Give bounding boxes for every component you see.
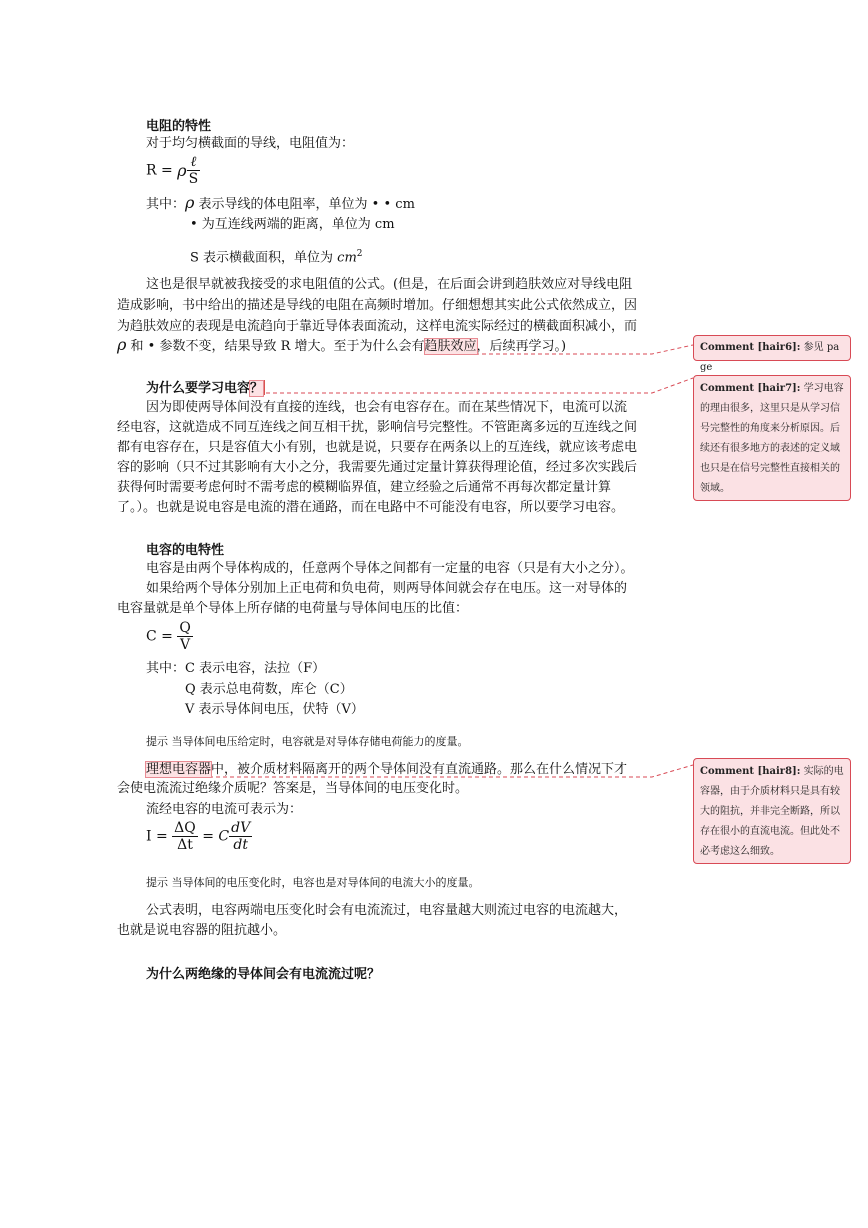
rho-symbol-inline: ρ <box>117 335 127 354</box>
cap-formula-numerator: Q <box>179 620 191 636</box>
highlight-skin-effect[interactable]: 趋肤效应 <box>424 339 477 354</box>
where-label: 其中： <box>146 197 186 212</box>
resistance-para-line-2: 造成影响，书中给出的描述是导线的电阻在高频时增加。仔细想想其实此公式依然成立，因 <box>117 298 638 313</box>
comment-author: Comment [hair6]: <box>700 342 801 353</box>
comment-hair6[interactable] <box>693 335 851 373</box>
heading-why-current-flows: 为什么两绝缘的导体间会有电流流过呢？ <box>146 967 381 982</box>
comment-anchor-mark <box>264 380 265 395</box>
heading-why-capacitance-text: 为什么要学习电容 <box>146 381 251 396</box>
tip-1: 提示 当导体间电压给定时，电容就是对导体存储电荷能力的度量。 <box>146 735 469 748</box>
current-formula <box>146 820 252 853</box>
resistance-para-line-1: 这也是很早就被我接受的求电阻值的公式。(但是，在后面会讲到趋肤效应对导线电阻 <box>146 277 633 292</box>
formula-denominator: S <box>188 171 199 187</box>
comment-hair8[interactable] <box>693 758 851 864</box>
why-para-line-1: 因为即使两导体间没有直接的连线，也会有电容存在。而在某些情况下，电流可以流 <box>146 400 628 415</box>
current-formula-fraction-2 <box>229 820 252 853</box>
cap-formula-denominator: V <box>180 637 191 653</box>
conclusion-line-2: 也就是说电容器的阻抗越小。 <box>117 923 287 938</box>
resistance-formula <box>146 154 200 187</box>
resistance-para-line-4 <box>117 335 566 356</box>
cap-where-1: 其中：C 表示电容，法拉（F） <box>146 661 326 676</box>
cap-para-line-3: 电容量就是单个导体上所存储的电荷量与导体间电压的比值： <box>117 601 469 616</box>
rho-description: 表示导线的体电阻率，单位为 • • cm <box>194 197 415 212</box>
cap-where-3: V 表示导体间电压，伏特（V） <box>185 702 364 717</box>
formula-lhs: R = <box>146 162 178 179</box>
ideal-cap-line-1-rest: 中，被介质材料隔离开的两个导体间没有直流通路。那么在什么情况下才 <box>211 762 628 777</box>
where-area <box>190 245 363 267</box>
cap-formula-lhs: C = <box>146 628 178 645</box>
conclusion-line-1: 公式表明，电容两端电压变化时会有电流流过，电容量越大则流过电容的电流越大， <box>146 903 628 918</box>
cap-para-line-2: 如果给两个导体分别加上正电荷和负电荷，则两导体间就会存在电压。这一对导体的 <box>146 581 628 596</box>
fraction-1-denominator: Δt <box>177 837 193 853</box>
cap-para-line-1: 电容是由两个导体构成的，任意两个导体之间都有一定量的电容（只是有大小之分）。 <box>146 561 634 576</box>
highlight-question-mark[interactable]: ？ <box>250 381 264 396</box>
ideal-cap-line-1 <box>146 760 627 779</box>
formula-fraction <box>187 154 201 187</box>
heading-resistance: 电阻的特性 <box>146 119 212 134</box>
area-unit-exponent: 2 <box>356 249 363 259</box>
comment-text: 学习电容的理由很多，这里只是从学习信号完整性的角度来分析原因。后续还有很多地方的表述的定义域也只是在信号完整性直接相关的领域。 <box>700 383 844 494</box>
resistance-intro: 对于均匀横截面的导线，电阻值为： <box>146 136 355 151</box>
area-description: S 表示横截面积，单位为 <box>190 250 338 266</box>
current-intro: 流经电容的电流可表示为： <box>146 802 303 817</box>
heading-why-capacitance <box>146 377 265 396</box>
capacitance-formula <box>146 620 193 653</box>
resistance-para-line-3: 为趋肤效应的表现是电流趋向于靠近导体表面流动，这样电流实际经过的横截面积减小，而 <box>117 319 638 334</box>
formula-rho: ρ <box>177 161 187 180</box>
current-formula-equals: = <box>197 828 219 845</box>
heading-capacitance-properties: 电容的电特性 <box>146 543 225 558</box>
comment-author: Comment [hair7]: <box>700 383 801 394</box>
cap-formula-fraction <box>177 620 192 653</box>
why-para-line-2: 经电容，这就造成不同互连线之间互相干扰，影响信号完整性。不管距离多远的互连线之间 <box>117 420 638 435</box>
why-para-line-5: 获得何时需要考虑何时不需考虑的模糊临界值，建立经验之后通常不再每次都定量计算 <box>117 480 612 495</box>
comment-text: 实际的电容器，由于介质材料只是具有较大的阻抗，并非完全断路，所以存在很小的直流电流。但此处不必考虑这么细致。 <box>700 766 844 857</box>
why-para-line-6: 了。）。也就是说电容是电流的潜在通路，而在电路中不可能没有电容，所以要学习电容。 <box>117 500 625 515</box>
comment-hair7[interactable] <box>693 375 851 501</box>
current-formula-lhs: I = <box>146 828 173 845</box>
fraction-2-denominator: dt <box>233 837 248 853</box>
where-rho <box>146 193 415 214</box>
why-para-line-3: 都有电容存在，只是容值大小有别，也就是说，只要存在两条以上的互连线，就应该考虑电 <box>117 440 638 455</box>
comment-author: Comment [hair8]: <box>700 766 801 777</box>
connector-hair7 <box>266 378 693 393</box>
current-formula-c: C <box>218 828 230 845</box>
tip-2: 提示 当导体间的电压变化时，电容也是对导体间的电流大小的度量。 <box>146 876 480 889</box>
para-line-4-a: 和 • 参数不变，结果导致 R 增大。至于为什么会有 <box>126 339 425 354</box>
fraction-1-numerator: ΔQ <box>174 820 196 836</box>
rho-symbol: ρ <box>185 193 195 212</box>
comment-text: 参见 page <box>700 342 840 373</box>
area-unit: cm <box>337 250 357 266</box>
para-line-4-b: ，后续再学习。) <box>476 339 567 354</box>
highlight-ideal-capacitor[interactable]: 理想电容器 <box>146 762 212 777</box>
formula-numerator: ℓ <box>187 154 201 171</box>
why-para-line-4: 容的影响（只不过其影响有大小之分，我需要先通过定量计算获得理论值，经过多次实践后 <box>117 460 638 475</box>
fraction-2-numerator: dV <box>231 820 251 836</box>
ideal-cap-line-2: 会使电流流过绝缘介质呢？答案是，当导体间的电压变化时。 <box>117 781 469 796</box>
current-formula-fraction-1 <box>172 820 198 853</box>
where-length: • 为互连线两端的距离，单位为 cm <box>190 217 395 232</box>
cap-where-2: Q 表示总电荷数，库仑（C） <box>185 682 353 697</box>
